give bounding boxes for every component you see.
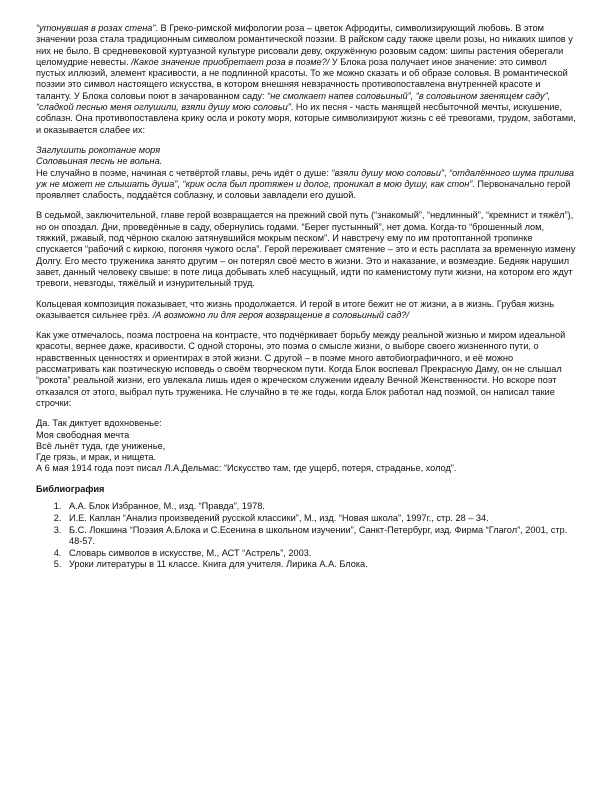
document-page: [36, 23, 576, 571]
italic-quote: “отдалённого шума прилива уж не может не слышать душа”: [36, 167, 574, 189]
paragraph-contrast: [36, 330, 576, 409]
text-run: . В Греко-римской мифологии роза – цветок Афродиты, символизирующий любовь. В этом значении роза стала традиционным символом романтической поэзии. В райском саду также цвели розы, но никаких шипов у них не было. В средневековой куртуазной культуре рисовали деву, окружённую розовым садом: шипы растения оберегали целомудрие невесты.: [36, 23, 573, 67]
bibliography-list: [36, 501, 576, 571]
verse-quote-1: [36, 145, 576, 201]
italic-quote: “взяли душу мою соловьи”: [331, 167, 444, 178]
text-run: Не случайно в поэме, начиная с четвёртой главы, речь идёт о душе:: [36, 167, 332, 178]
text-run: У Блока роза получает иное значение: это символ пустых иллюзий, элемент красивости, а не подлинной красоты. То же можно сказать и об образе соловья. В романтической поэзии это символ настоящего искусства, в котором внешняя невзрачность противопоставлена внутренней красоте и таланту. У Блока соловьи поют в зачарованном саду:: [36, 56, 568, 101]
text-run: ,: [444, 167, 450, 178]
verse-line: А 6 мая 1914 года поэт писал Л.А.Дельмас: “Искусство там, где ущерб, потеря, страданье, холод”.: [36, 463, 457, 474]
verse-line: Заглушить рокотание моря: [36, 144, 161, 155]
bibliography-item: 3. Б.С. Локшина “Поэзия А.Блока и С.Есенина в школьном изучении”, Санкт-Петербург, изд. Фирма “Глагол”, 2001, стр. 48-57.: [64, 525, 576, 548]
verse-quote-2: [36, 418, 576, 474]
verse-line: Где грязь, и мрак, и нищета.: [36, 452, 157, 463]
paragraph-soul: [36, 168, 576, 202]
verse-line: Соловьиная песнь не вольна.: [36, 156, 163, 167]
verse-line: Всё льнёт туда, где униженье,: [36, 440, 166, 451]
verse-line: Да. Так диктует вдохновенье:: [36, 418, 162, 429]
paragraph-seventh-chapter: [36, 210, 576, 289]
verse-line: Моя свободная мечта: [36, 429, 130, 440]
italic-quote: “утонувшая в розах стена”: [36, 23, 156, 33]
bibliography-item: 5. Уроки литературы в 11 классе. Книга для учителя. Лирика А.А. Блока.: [64, 559, 576, 570]
bibliography-title: Библиография: [36, 483, 105, 494]
bibliography-item: 1. А.А. Блок Избранное, М., изд. “Правда”, 1978.: [64, 501, 576, 512]
paragraph-ring-composition: [36, 299, 576, 322]
bibliography-item: 4. Словарь символов в искусстве, М., АСТ “Астрель”, 2003.: [64, 548, 576, 559]
text-run: . Но их песня - часть манящей несбыточной мечты, искушение, соблазн. Она противопоставлена крику осла и рокоту моря, которые символизируют жизнь с её тревогами, трудом, заботами, и оказывается слабее их:: [36, 102, 576, 135]
text-run: ,: [177, 178, 183, 189]
text-run: В седьмой, заключительной, главе герой возвращается на прежний свой путь (“знакомый”, “недлинный”, “кремнист и тяжёл”), но он опоздал. Дни, проведённые в саду, обернулись годами. “Берег пустынный”, нет дома. Когда-то “брошенный лом, тяжкий, ржавый, под чёрною скалою затянувшийся мокрым песком”. И навстречу ему по им протоптанной тропинке спускается “рабочий с киркою, погоняя чужого осла”. Герой переживает смятение – это и есть расплата за временную измену Долгу. Его место труженика занято другим – он потерял своё место в жизни. Это и наказание, и возмездие. Бедняк нарушил завет, данный человеку свыше: в поте лица добывать хлеб насущный, идти по каменистому пути жизни, на котором его ждут тревоги, невзгоды, тяжёлый и изнурительный труд.: [36, 210, 576, 289]
italic-quote: “крик осла был протяжен и долог, проникал в мою душу, как стон”: [182, 178, 473, 189]
paragraph-rose-symbol: [36, 23, 576, 136]
text-run: Как уже отмечалось, поэма построена на контрасте, что подчёркивает борьбу между реальной жизнью и миром идеальной красоты, вернее даже, красивости. С одной стороны, это поэма о смысле жизни, о выборе своего жизненного пути, о нравственных ценностях и ориентирах в этой жизни. С другой – в поэме много автобиографичного, и её можно рассматривать как поэтическую исповедь о своём творческом пути. Когда Блок воспевал Прекрасную Даму, он не слышал “рокота” реальной жизни, его увлекала лишь идея о жреческом служении идеалу Вечной Женственности. Но вскоре поэт отказался от этого, выбрал путь труженика. Не случайно в те же годы, когда Блок работал над поэмой, он написал такие строчки:: [36, 330, 566, 408]
text-run: . Первоначально герой проявляет слабость, поддаётся соблазну, и соловьи завладели его душой.: [36, 178, 571, 201]
italic-quote: /Какое значение приобретает роза в поэме?/: [131, 56, 330, 67]
verse-lines: [36, 145, 576, 168]
bibliography-item: 2. И.Е. Каплан “Анализ произведений русской классики”, М., изд. “Новая школа”, 1997г., стр. 28 – 34.: [64, 513, 576, 524]
text-run: Кольцевая композиция показывает, что жизнь продолжается. И герой в итоге бежит не от жизни, а в жизнь. Грубая жизнь оказывается сильнее грёз.: [36, 298, 554, 320]
italic-quote: /А возможно ли для героя возвращение в соловьиный сад?/: [152, 309, 409, 320]
italic-quote: “не смолкает напев соловьиный”, “в соловьином звенящем саду”, “сладкой песнью меня оглушили, взяли душу мою соловьи”: [36, 90, 551, 113]
